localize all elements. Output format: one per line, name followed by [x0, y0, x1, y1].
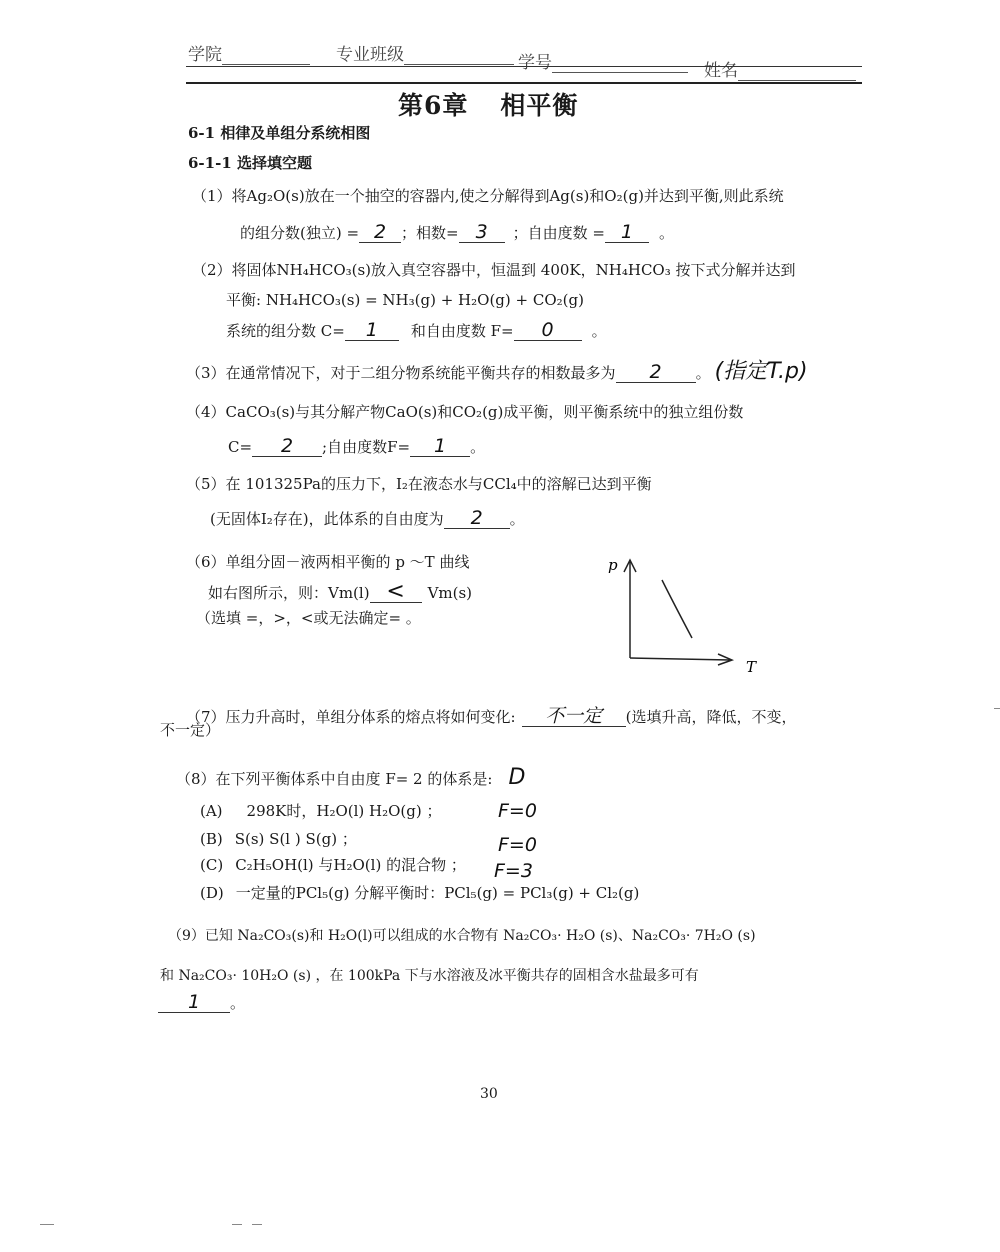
name-field [704, 56, 856, 81]
question-5: （5）在 101325Pa的压力下，I₂在液态水与CCl₄中的溶解已达到平衡 [186, 475, 652, 493]
chapter-number: 第6章 [398, 91, 469, 120]
header-rule-thick [186, 82, 862, 84]
q3-answer: 2 [616, 362, 696, 383]
class-field [336, 40, 514, 65]
q9-answer: 1 [158, 992, 230, 1013]
q8-note-b: F=0 [498, 834, 537, 856]
question-6: （6）单组分固－液两相平衡的 p ～T 曲线 [186, 553, 470, 571]
pt-diagram [600, 552, 780, 682]
header-rule [186, 66, 862, 67]
question-2: （2）将固体NH₄HCO₃(s)放入真空容器中，恒温到 400K，NH₄HCO₃ 按下式分解并达到 [192, 261, 796, 279]
college-label: 学院 [188, 45, 222, 65]
college-field [188, 40, 310, 65]
page-number: 30 [480, 1086, 498, 1102]
q1-answer-components: 2 [359, 222, 401, 243]
q7-answer: 不一定 [522, 706, 626, 727]
q5-answer: 2 [444, 508, 510, 529]
class-label: 专业班级 [336, 45, 404, 65]
question-6-answer: 如右图所示，则：Vm(l) < Vm(s) [208, 579, 473, 604]
q1-answer-phases: 3 [459, 222, 505, 243]
t-axis [630, 658, 730, 660]
question-1-answers: 的组分数(独立) = 2 ；相数= 3 ；自由度数 = 1 。 [240, 221, 674, 243]
q8-option-d: (D) 一定量的PCl₅(g) 分解平衡时：PCl₅(g) = PCl₃(g) + Cl₂(g) [200, 884, 640, 902]
q8-option-c: (C) C₂H₅OH(l) 与H₂O(l) 的混合物 ； [200, 856, 466, 874]
q8-answer: D [508, 765, 526, 790]
question-4: （4）CaCO₃(s)与其分解产物CaO(s)和CO₂(g)成平衡，则平衡系统中的独立组份数 [186, 403, 744, 421]
scan-mark [232, 1224, 242, 1225]
question-2-answers: 系统的组分数 C= 1 和自由度数 F= 0 。 [226, 319, 607, 341]
q1-line1: 将Ag₂O(s)放在一个抽空的容器内,使之分解得到Ag(s)和O₂(g)并达到平衡,则此系统 [231, 187, 784, 205]
q8-option-b: (B) S(s) S(l ) S(g) ； [200, 830, 357, 848]
chapter-title: 相平衡 [500, 91, 579, 120]
q8-note-c: F=3 [494, 860, 533, 882]
section-title: 6-1 相律及单组分系统相图 [188, 124, 371, 142]
q2-reaction: 平衡: NH₄HCO₃(s) = NH₃(g) + H₂O(g) + CO₂(g) [226, 291, 584, 309]
chapter-heading [398, 86, 578, 122]
question-8: （8）在下列平衡体系中自由度 F= 2 的体系是: D [176, 765, 526, 790]
scan-mark [40, 1224, 54, 1225]
q9-line2: 和 Na₂CO₃· 10H₂O (s) ，在 100kPa 下与水溶液及冰平衡共存的固相含水盐最多可有 [160, 968, 699, 984]
question-3: （3）在通常情况下，对于二组分物系统能平衡共存的相数最多为 2 。 (指定T.p) [186, 359, 808, 384]
question-4-answers: C= 2 ;自由度数F= 1 。 [228, 435, 486, 457]
question-1 [192, 186, 784, 206]
question-9: （9）已知 Na₂CO₃(s)和 H₂O(l)可以组成的水合物有 Na₂CO₃· H₂O (s)、Na₂CO₃· 7H₂O (s) [168, 928, 756, 944]
student-id-field [518, 48, 688, 73]
q8-option-a: (A) 298K时，H₂O(l) H₂O(g) ； [200, 802, 442, 820]
q7-line2: 不一定） [160, 721, 221, 739]
q6-answer: < [370, 582, 422, 603]
name-label: 姓名 [704, 61, 738, 81]
q8-note-a: F=0 [498, 800, 537, 822]
p-axis-label: p [608, 556, 618, 574]
t-axis-label: T [746, 658, 757, 676]
q4-answer-components: 2 [252, 436, 322, 457]
subsection-title: 6-1-1 选择填空题 [188, 154, 312, 172]
q3-handwritten-note: (指定T.p) [714, 359, 808, 384]
question-7: （7）压力升高时，单组分体系的熔点将如何变化: 不一定 (选填升高，降低，不变， [186, 705, 797, 727]
question-5-answer: (无固体I₂存在)，此体系的自由度为 2 。 [210, 507, 525, 529]
student-id-label: 学号 [518, 53, 552, 73]
scan-mark [252, 1224, 262, 1225]
q1-answer-freedom: 1 [605, 222, 649, 243]
q4-answer-freedom: 1 [410, 436, 470, 457]
q1-number: （1） [192, 187, 232, 205]
phase-boundary-curve [662, 580, 692, 638]
q2-answer-freedom: 0 [514, 320, 582, 341]
q2-answer-components: 1 [345, 320, 399, 341]
scan-mark [994, 708, 1000, 709]
question-9-answer: 1 。 [158, 992, 245, 1013]
header-fields [188, 34, 860, 86]
q6-options: （选填 =，>，<或无法确定= 。 [196, 609, 421, 627]
